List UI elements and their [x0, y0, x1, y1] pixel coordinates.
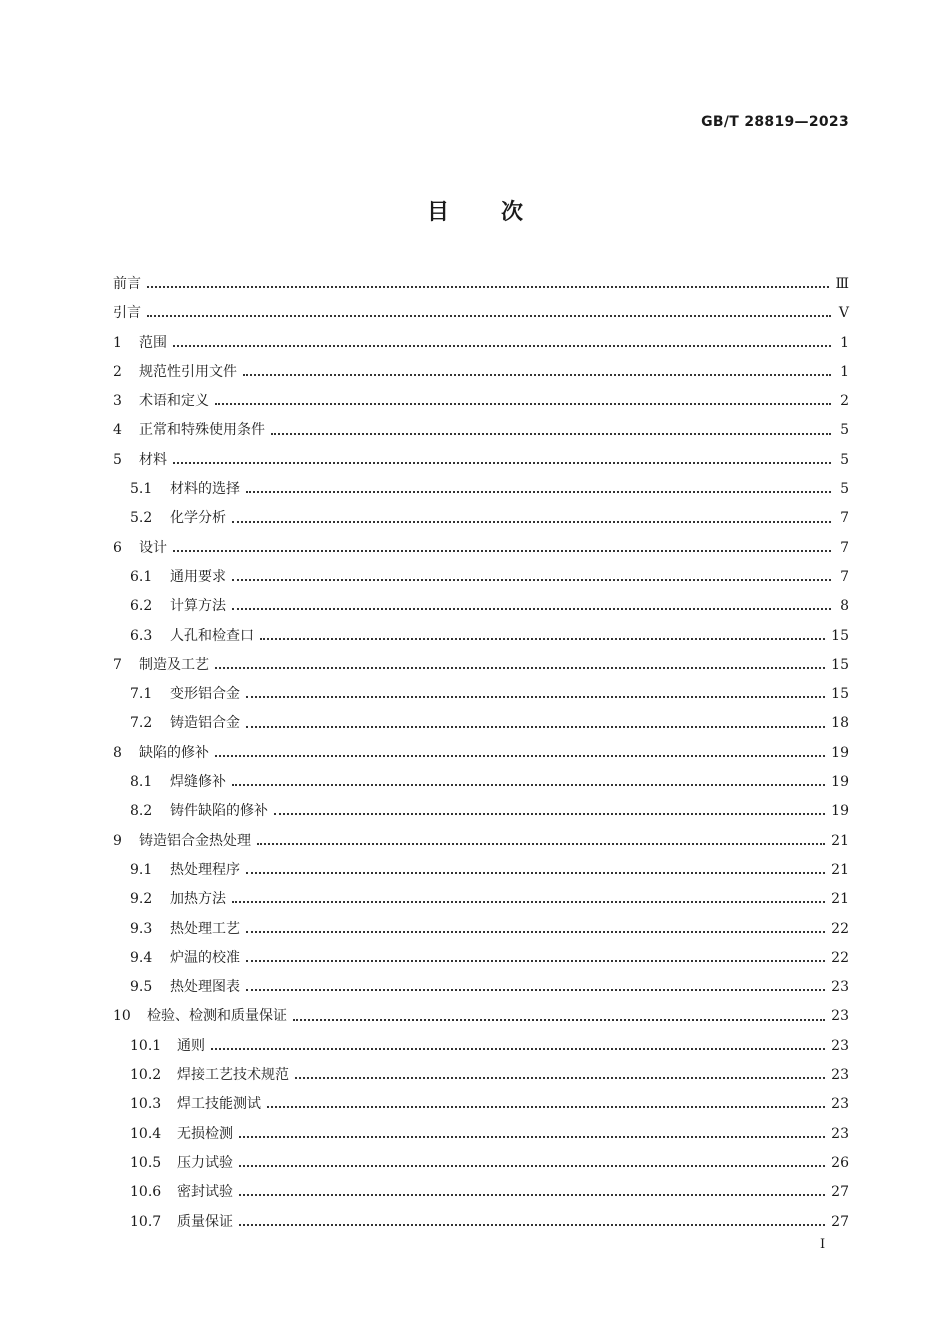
toc-leader-dots [257, 842, 825, 845]
toc-entry-page: 2 [840, 393, 849, 410]
toc-leader-dots [246, 695, 825, 698]
toc-entry-label: 热处理工艺 [170, 920, 240, 937]
toc-entry-number: 8 [113, 744, 122, 761]
toc-entry-page: 27 [831, 1213, 849, 1230]
toc-entry-page: 19 [831, 744, 849, 761]
toc-entry-number: 9.4 [130, 949, 153, 966]
toc-entry[interactable] [113, 1090, 849, 1119]
toc-entry[interactable] [113, 563, 849, 592]
toc-leader-dots [239, 1223, 825, 1226]
toc-leader-dots [173, 461, 831, 464]
toc-entry-page: 23 [831, 1008, 849, 1025]
toc-entry[interactable] [113, 1002, 849, 1031]
toc-entry-number: 10.2 [130, 1067, 162, 1084]
toc-entry[interactable] [113, 1120, 849, 1149]
toc-entry-number: 6.2 [130, 598, 153, 615]
toc-leader-dots [271, 432, 831, 435]
toc-entry-page: Ⅴ [838, 305, 849, 322]
toc-entry[interactable] [113, 768, 849, 797]
toc-entry[interactable] [113, 709, 849, 738]
toc-entry-number: 1 [113, 334, 122, 351]
toc-entry-page: 21 [831, 861, 849, 878]
toc-entry-number: 5.1 [130, 481, 153, 498]
toc-entry-page: 26 [831, 1154, 849, 1171]
toc-entry-label: 缺陷的修补 [139, 744, 209, 761]
toc-entry[interactable] [113, 885, 849, 914]
toc-entry-page: 23 [831, 1096, 849, 1113]
toc-leader-dots [260, 637, 825, 640]
toc-leader-dots [173, 549, 831, 552]
toc-entry-page: 7 [840, 539, 849, 556]
toc-leader-dots [232, 520, 831, 523]
toc-entry-page: 5 [840, 451, 849, 468]
toc-leader-dots [215, 666, 825, 669]
page-number: Ⅰ [820, 1237, 826, 1252]
toc-leader-dots [147, 285, 829, 288]
toc-entry-label: 材料的选择 [170, 481, 240, 498]
toc-entry-page: 7 [840, 568, 849, 585]
toc-leader-dots [274, 812, 825, 815]
toc-entry-label: 范围 [139, 334, 167, 351]
toc-entry-label: 材料 [139, 451, 167, 468]
toc-leader-dots [232, 900, 825, 903]
toc-entry[interactable] [113, 534, 849, 563]
toc-leader-dots [246, 871, 825, 874]
toc-entry-number: 9.2 [130, 891, 153, 908]
toc-entry-label: 焊工技能测试 [177, 1096, 261, 1113]
toc-entry-page: 27 [831, 1184, 849, 1201]
toc-entry-page: Ⅲ [835, 276, 849, 292]
toc-leader-dots [211, 1047, 825, 1050]
toc-entry-label: 焊接工艺技术规范 [177, 1067, 289, 1084]
toc-entry-number: 9.1 [130, 861, 153, 878]
toc-entry[interactable] [113, 1149, 849, 1178]
toc-entry-page: 21 [831, 832, 849, 849]
toc-entry[interactable] [113, 416, 849, 445]
toc-leader-dots [246, 725, 825, 728]
toc-entry-page: 15 [831, 656, 849, 673]
toc-entry-label: 变形铝合金 [170, 686, 240, 703]
table-of-contents [113, 270, 849, 1237]
toc-entry-label: 热处理程序 [170, 861, 240, 878]
toc-entry-number: 10.7 [130, 1213, 162, 1230]
toc-entry-number: 8.1 [130, 774, 153, 791]
toc-leader-dots [232, 578, 831, 581]
toc-entry-number: 10.5 [130, 1154, 162, 1171]
toc-entry-label: 质量保证 [177, 1213, 233, 1230]
toc-entry[interactable] [113, 622, 849, 651]
toc-entry[interactable] [113, 1208, 849, 1237]
toc-entry-number: 7.1 [130, 686, 153, 703]
toc-entry-page: 15 [831, 627, 849, 644]
toc-leader-dots [173, 344, 831, 347]
toc-entry-number: 3 [113, 393, 122, 410]
toc-entry-label: 压力试验 [177, 1154, 233, 1171]
toc-leader-dots [232, 783, 825, 786]
toc-leader-dots [232, 607, 831, 610]
toc-entry-label: 前言 [113, 276, 141, 292]
toc-entry[interactable] [113, 651, 849, 680]
toc-entry-page: 21 [831, 891, 849, 908]
toc-entry-number: 10.3 [130, 1096, 162, 1113]
toc-entry-label: 通则 [177, 1037, 205, 1054]
toc-entry-page: 23 [831, 1067, 849, 1084]
toc-entry-number: 9.5 [130, 979, 153, 996]
toc-entry-number: 10.4 [130, 1125, 162, 1142]
toc-entry-label: 通用要求 [170, 568, 226, 585]
toc-entry-number: 6.3 [130, 627, 153, 644]
toc-entry[interactable] [113, 915, 849, 944]
toc-entry[interactable] [113, 856, 849, 885]
toc-entry[interactable] [113, 680, 849, 709]
toc-entry[interactable] [113, 1061, 849, 1090]
toc-entry[interactable] [113, 1178, 849, 1207]
toc-entry-label: 焊缝修补 [170, 774, 226, 791]
toc-entry-number: 2 [113, 363, 122, 380]
toc-entry-label: 铸造铝合金 [170, 715, 240, 732]
toc-entry[interactable] [113, 387, 849, 416]
toc-entry-label: 无损检测 [177, 1125, 233, 1142]
toc-entry-label: 检验、检测和质量保证 [147, 1008, 287, 1025]
toc-entry[interactable] [113, 504, 849, 533]
toc-entry[interactable] [113, 475, 849, 504]
toc-entry-page: 23 [831, 979, 849, 996]
toc-entry-page: 22 [831, 920, 849, 937]
toc-entry[interactable] [113, 1032, 849, 1061]
toc-leader-dots [246, 930, 825, 933]
toc-entry-number: 5 [113, 451, 122, 468]
toc-entry[interactable] [113, 739, 849, 768]
toc-leader-dots [293, 1018, 825, 1021]
toc-entry-page: 1 [840, 334, 849, 351]
toc-entry-number: 6 [113, 539, 122, 556]
toc-entry-page: 23 [831, 1037, 849, 1054]
toc-entry-page: 18 [831, 715, 849, 732]
toc-entry-page: 8 [840, 598, 849, 615]
toc-entry[interactable] [113, 973, 849, 1002]
toc-leader-dots [239, 1164, 825, 1167]
toc-entry-page: 5 [840, 422, 849, 439]
toc-entry-number: 8.2 [130, 803, 153, 820]
toc-entry-page: 7 [840, 510, 849, 527]
toc-entry-number: 10.1 [130, 1037, 162, 1054]
toc-entry-label: 铸件缺陷的修补 [170, 803, 268, 820]
toc-leader-dots [147, 314, 831, 317]
toc-entry-number: 4 [113, 422, 122, 439]
toc-entry-label: 人孔和检查口 [170, 627, 254, 644]
toc-leader-dots [243, 373, 831, 376]
toc-entry[interactable] [113, 299, 849, 328]
toc-entry[interactable] [113, 270, 849, 299]
toc-entry-label: 炉温的校准 [170, 949, 240, 966]
toc-entry-label: 术语和定义 [139, 393, 209, 410]
toc-entry[interactable] [113, 358, 849, 387]
toc-entry-page: 19 [831, 803, 849, 820]
toc-entry-label: 正常和特殊使用条件 [139, 422, 265, 439]
toc-entry-page: 5 [840, 481, 849, 498]
toc-entry-label: 计算方法 [170, 598, 226, 615]
toc-entry[interactable] [113, 797, 849, 826]
standard-code: GB/T 28819—2023 [701, 114, 849, 130]
toc-entry[interactable] [113, 446, 849, 475]
toc-entry-number: 5.2 [130, 510, 153, 527]
toc-entry[interactable] [113, 329, 849, 358]
toc-entry-label: 密封试验 [177, 1184, 233, 1201]
toc-entry-label: 规范性引用文件 [139, 363, 237, 380]
toc-leader-dots [239, 1193, 825, 1196]
toc-entry-page: 23 [831, 1125, 849, 1142]
toc-entry-number: 10 [113, 1008, 131, 1025]
toc-entry-number: 10.6 [130, 1184, 162, 1201]
toc-entry-label: 热处理图表 [170, 979, 240, 996]
toc-leader-dots [239, 1135, 825, 1138]
toc-entry-label: 铸造铝合金热处理 [139, 832, 251, 849]
toc-entry-label: 引言 [113, 305, 141, 322]
toc-entry-page: 22 [831, 949, 849, 966]
toc-leader-dots [267, 1105, 825, 1108]
toc-entry-page: 15 [831, 686, 849, 703]
toc-entry[interactable] [113, 592, 849, 621]
page-title: 目次 [426, 200, 575, 225]
toc-entry[interactable] [113, 944, 849, 973]
toc-entry-number: 6.1 [130, 568, 153, 585]
toc-entry-page: 19 [831, 774, 849, 791]
toc-entry[interactable] [113, 827, 849, 856]
toc-leader-dots [246, 490, 831, 493]
toc-entry-number: 9.3 [130, 920, 153, 937]
toc-entry-number: 7 [113, 656, 122, 673]
toc-leader-dots [246, 959, 825, 962]
toc-entry-label: 设计 [139, 539, 167, 556]
toc-entry-number: 7.2 [130, 715, 153, 732]
toc-entry-label: 制造及工艺 [139, 656, 209, 673]
toc-entry-label: 化学分析 [170, 510, 226, 527]
toc-entry-page: 1 [840, 363, 849, 380]
toc-leader-dots [295, 1076, 825, 1079]
toc-entry-label: 加热方法 [170, 891, 226, 908]
toc-entry-number: 9 [113, 832, 122, 849]
toc-leader-dots [215, 402, 831, 405]
toc-leader-dots [246, 988, 825, 991]
toc-leader-dots [215, 754, 825, 757]
